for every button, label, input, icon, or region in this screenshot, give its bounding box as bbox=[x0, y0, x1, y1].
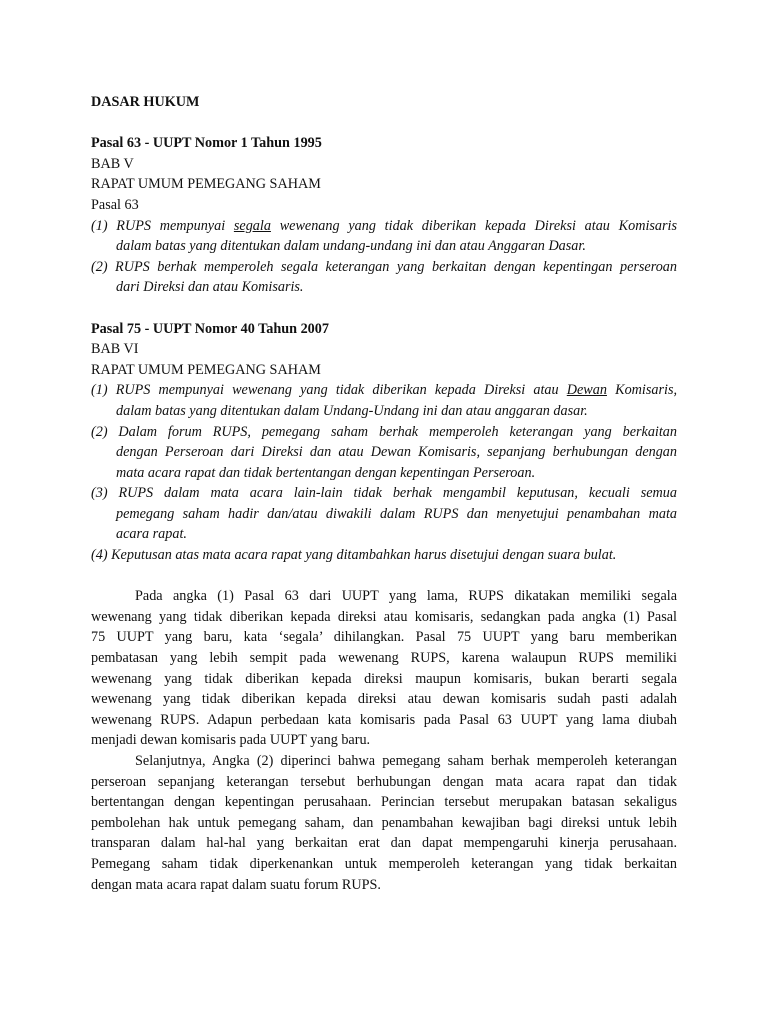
paragraph-line: wewenang RUPS. Adapun perbedaan kata komisaris pada Pasal 63 UUPT yang lama diubah bbox=[91, 711, 677, 728]
list-item bbox=[91, 257, 677, 298]
spacer bbox=[91, 113, 677, 134]
item-line: mata acara rapat dan tidak bertentangan dengan kepentingan Perseroan. bbox=[116, 464, 536, 481]
item-line: pemegang saham hadir dan/atau diwakili dalam RUPS dan menyetujui penambahan mata bbox=[116, 505, 677, 522]
item-line: (2) RUPS berhak memperoleh segala keterangan yang berkaitan dengan kepentingan perseroan bbox=[91, 258, 677, 275]
spacer bbox=[91, 298, 677, 319]
bab-label: BAB VI bbox=[91, 341, 139, 358]
paragraph-line: menjadi dewan komisaris pada UUPT yang baru. bbox=[91, 732, 371, 749]
list-item bbox=[91, 483, 677, 545]
paragraph-line: Selanjutnya, Angka (2) diperinci bahwa pemegang saham berhak memperoleh keterangan bbox=[135, 753, 677, 769]
paragraph-line: wewenang yang tidak diberikan kepada direksi atau dewan komisaris sudah pasti adalah bbox=[91, 691, 677, 708]
document-page bbox=[91, 92, 677, 895]
paragraph-line: 75 UUPT yang baru, kata ‘segala’ dihilangkan. Pasal 75 UUPT yang baru memberikan bbox=[91, 629, 677, 646]
paragraph-line: Pemegang saham tidak diperkenankan untuk memperoleh keterangan yang tidak berkaitan bbox=[91, 855, 677, 872]
item-line: dengan Perseroan dari Direksi dan atau Dewan Komisaris, sepanjang berhubungan dengan bbox=[116, 444, 677, 461]
paragraph-line: transparan dalam hal-hal yang berkaitan erat dan dapat mempengaruhi kinerja perusahaan. bbox=[91, 835, 677, 852]
paragraph-line: dengan mata acara rapat dalam suatu forum RUPS. bbox=[91, 876, 381, 893]
list-item bbox=[91, 216, 677, 257]
item-line: (4) Keputusan atas mata acara rapat yang ditambahkan harus disetujui dengan suara bulat. bbox=[91, 547, 617, 564]
section-pasal-63 bbox=[91, 133, 677, 298]
paragraph-line: perseroan sepanjang keterangan tersebut berhubungan dengan mata acara rapat dan tidak bbox=[91, 773, 677, 790]
paragraph-line: bertentangan dengan kepentingan perusahaan. Perincian tersebut merupakan batasan sekaligus bbox=[91, 794, 677, 811]
paragraph-line: pembatasan yang lebih sempit pada wewenang RUPS, karena walaupun RUPS memiliki bbox=[91, 650, 677, 667]
underlined-word: segala bbox=[233, 217, 271, 234]
list-item bbox=[91, 380, 677, 421]
body-paragraph bbox=[91, 586, 677, 751]
item-line: (1) RUPS mempunyai wewenang yang tidak diberikan kepada Direksi atau Dewan Komisaris, bbox=[91, 382, 678, 399]
item-line: dalam batas yang ditentukan dalam Undang-Undang ini dan atau anggaran dasar. bbox=[116, 402, 588, 419]
item-line: (3) RUPS dalam mata acara lain-lain tidak berhak mengambil keputusan, kecuali semua bbox=[91, 485, 677, 502]
section-title: Pasal 63 - UUPT Nomor 1 Tahun 1995 bbox=[91, 135, 322, 152]
paragraph-line: Pada angka (1) Pasal 63 dari UUPT yang lama, RUPS dikatakan memiliki segala bbox=[135, 588, 677, 605]
bab-label: BAB V bbox=[91, 155, 134, 172]
section-title: Pasal 75 - UUPT Nomor 40 Tahun 2007 bbox=[91, 320, 329, 337]
pasal-label: Pasal 63 bbox=[91, 196, 139, 213]
section-pasal-75 bbox=[91, 319, 677, 566]
body-paragraph bbox=[91, 751, 677, 895]
item-line: (1) RUPS mempunyai segala wewenang yang tidak diberikan kepada Direksi atau Komisaris bbox=[91, 217, 677, 234]
item-line: dari Direksi dan atau Komisaris. bbox=[116, 279, 304, 296]
paragraph-line: wewenang yang tidak diberikan kepada direksi atau komisaris, sedangkan pada angka (1) Pasal bbox=[91, 608, 677, 625]
list-item bbox=[91, 422, 677, 484]
spacer bbox=[91, 566, 677, 587]
document-heading: DASAR HUKUM bbox=[91, 94, 200, 110]
chapter-title: RAPAT UMUM PEMEGANG SAHAM bbox=[91, 361, 321, 378]
item-line: (2) Dalam forum RUPS, pemegang saham berhak memperoleh keterangan yang berkaitan bbox=[91, 423, 677, 440]
paragraph-line: wewenang yang tidak diberikan kepada direksi maupun komisaris, bukan berarti segala bbox=[91, 670, 677, 687]
item-line: acara rapat. bbox=[116, 526, 187, 543]
paragraph-line: pembolehan hak untuk pemegang saham, dan penambahan kewajiban bagi direksi untuk lebih bbox=[91, 814, 677, 831]
item-line: dalam batas yang ditentukan dalam undang-undang ini dan atau Anggaran Dasar. bbox=[116, 238, 586, 255]
chapter-title: RAPAT UMUM PEMEGANG SAHAM bbox=[91, 176, 321, 193]
list-item bbox=[91, 545, 677, 566]
underlined-word: Dewan bbox=[566, 382, 607, 399]
